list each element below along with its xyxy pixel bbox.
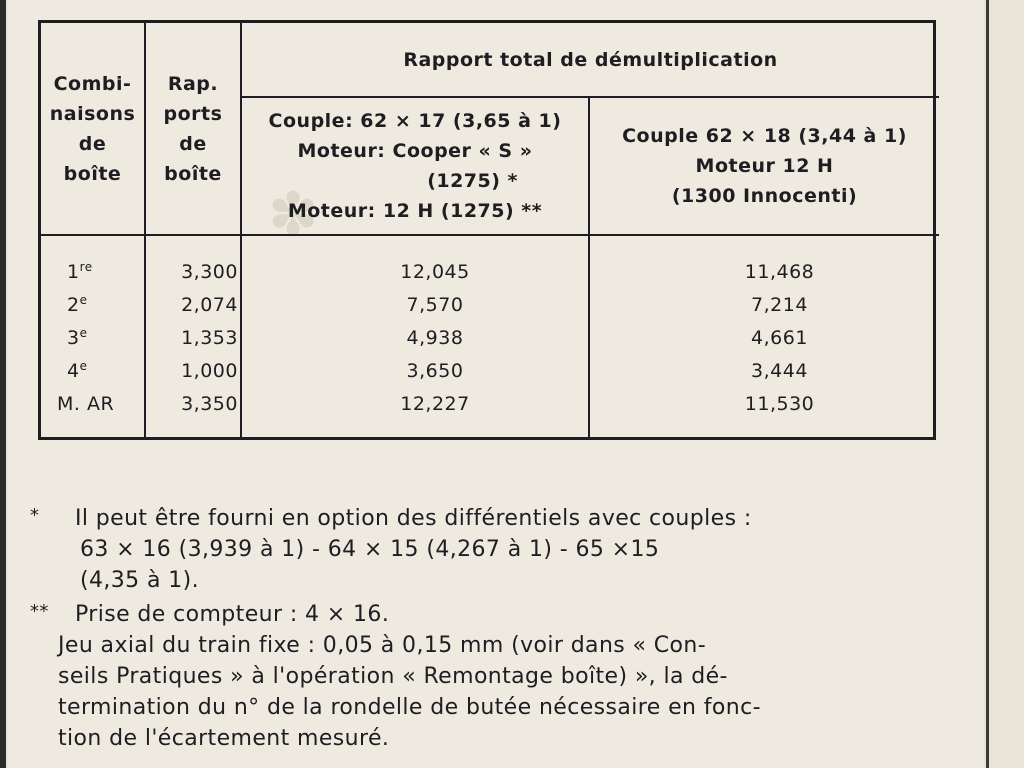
gear-label: 1re xyxy=(67,260,93,283)
show-through-text: ✽ xyxy=(268,180,319,250)
footnote-1-mark: * xyxy=(30,505,40,526)
paragraph-line: Jeu axial du train fixe : 0,05 à 0,15 mm (voir dans « Con- xyxy=(58,633,707,658)
header-combinations: Combi- naisons de boîte xyxy=(41,23,145,235)
total-ratio: 7,214 xyxy=(751,294,808,316)
ratio-table xyxy=(38,20,936,440)
header-box-ratios: Rap. ports de boîte xyxy=(145,23,241,235)
footnotes xyxy=(30,500,970,754)
gear-label: 3e xyxy=(67,326,88,349)
gearbox-ratio: 2,074 xyxy=(181,294,238,316)
header-couple-62x17: Couple: 62 × 17 (3,65 à 1) Moteur: Cooper « S » (1275) * Moteur: 12 H (1275) ** xyxy=(241,97,589,235)
total-ratio: 11,468 xyxy=(744,261,815,283)
footnote-1-line-2: 63 × 16 (3,939 à 1) - 64 × 15 (4,267 à 1) - 65 ×15 xyxy=(80,537,660,562)
gearbox-ratio: 1,000 xyxy=(181,360,238,382)
total-ratio: 11,530 xyxy=(744,393,815,415)
footnote-1: * Il peut être fourni en option des différentiels avec couples : xyxy=(30,500,970,534)
column-rule xyxy=(986,0,989,768)
header-total-reduction: Rapport total de démultiplication xyxy=(241,23,939,97)
book-edge xyxy=(0,0,6,768)
total-ratio: 4,661 xyxy=(751,327,808,349)
total-ratio: 3,444 xyxy=(751,360,808,382)
total-ratio: 3,650 xyxy=(406,360,464,382)
paragraph-line: termination du n° de la rondelle de butée nécessaire en fonc- xyxy=(58,695,761,720)
ratios-62x17-column xyxy=(241,235,589,437)
gearbox-ratio: 1,353 xyxy=(181,327,238,349)
paragraph-line: seils Pratiques » à l'opération « Remontage boîte) », la dé- xyxy=(58,664,728,689)
gears-column xyxy=(41,235,145,437)
total-ratio: 7,570 xyxy=(406,294,464,316)
gear-label: 2e xyxy=(67,293,88,316)
gearbox-ratios-column xyxy=(145,235,241,437)
gearbox-ratio: 3,350 xyxy=(181,393,238,415)
total-ratio: 4,938 xyxy=(406,327,464,349)
gear-label: M. AR xyxy=(57,393,115,415)
header-couple-62x18: Couple 62 × 18 (3,44 à 1) Moteur 12 H (1300 Innocenti) xyxy=(589,97,939,235)
total-ratio: 12,045 xyxy=(400,261,470,283)
total-ratio: 12,227 xyxy=(400,393,470,415)
gearbox-ratio: 3,300 xyxy=(181,261,238,283)
footnote-2: ** Prise de compteur : 4 × 16. xyxy=(30,596,970,630)
paragraph-line: tion de l'écartement mesuré. xyxy=(58,726,390,751)
gear-label: 4e xyxy=(67,359,88,382)
ratios-62x18-column xyxy=(589,235,939,437)
footnote-1-line-3: (4,35 à 1). xyxy=(80,568,200,593)
footnote-2-mark: ** xyxy=(30,601,49,622)
